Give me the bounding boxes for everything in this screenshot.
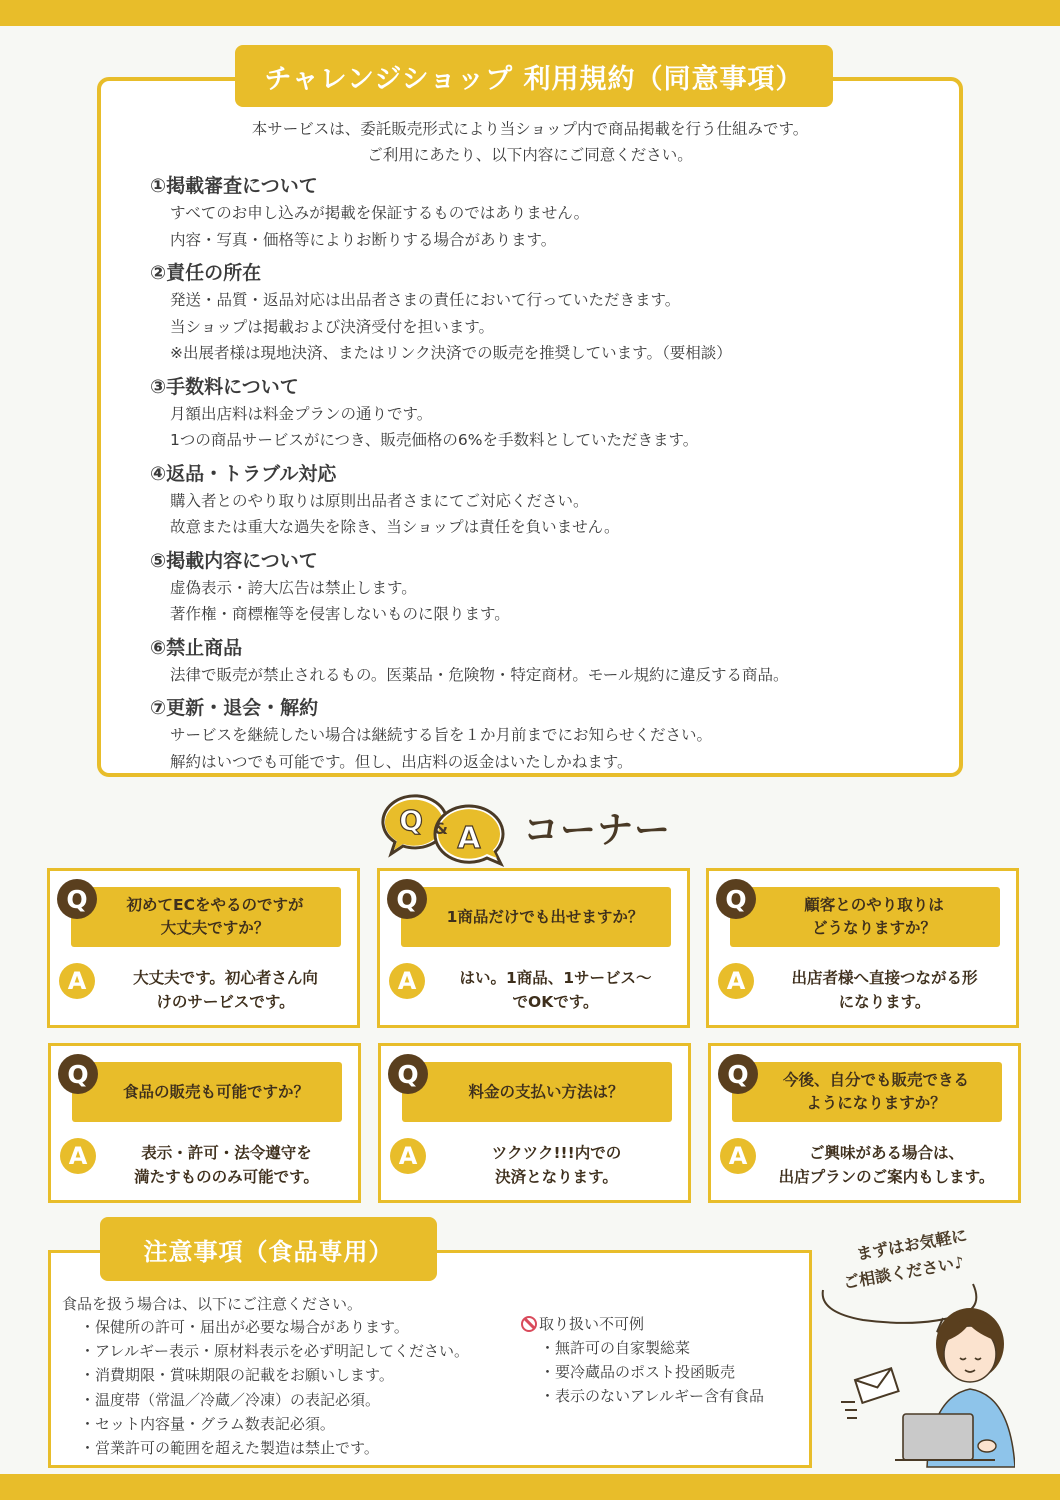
notes-title: 注意事項（食品専用） — [100, 1217, 437, 1281]
answer-text: ツクツク!!!内での 決済となります。 — [491, 1144, 622, 1186]
question-text: 今後、自分でも販売できる ようになりますか？ — [732, 1062, 1002, 1122]
list-item: ・ 保健所の許可・届出が必要な場合があります。 — [80, 1315, 469, 1339]
question-text: 初めてECをやるのですが 大丈夫ですか？ — [71, 887, 341, 947]
notes-intro: 食品を扱う場合は、以下にご注意ください。 — [62, 1295, 363, 1313]
qa-bubbles-icon — [375, 790, 515, 870]
term-heading: ⑦更新・退会・解約 — [150, 697, 319, 719]
list-item: ・ 営業許可の範囲を超えた製造は禁止です。 — [80, 1436, 469, 1460]
consult-line: まずはお気軽に — [855, 1225, 969, 1264]
consult-line: ご相談ください♪ — [841, 1252, 966, 1293]
a-badge: A — [720, 1138, 756, 1174]
q-badge: Q — [388, 1054, 428, 1094]
qa-card — [706, 868, 1019, 1028]
qa-header — [375, 790, 695, 870]
qa-card — [377, 868, 690, 1028]
term-line: 内容・写真・価格等によりお断りする場合があります。 — [170, 230, 557, 249]
list-item: ・ 無許可の自家製総菜 — [540, 1336, 764, 1360]
terms-list — [150, 172, 950, 781]
question-text: 料金の支払い方法は？ — [402, 1062, 672, 1122]
a-badge: A — [59, 963, 95, 999]
term-line: 発送・品質・返品対応は出品者さまの責任において行っていただきます。 — [170, 291, 681, 309]
term-section-review — [150, 172, 950, 253]
list-item: ・ 表示のないアレルギー含有食品 — [540, 1384, 764, 1408]
qa-card — [708, 1043, 1021, 1203]
terms-intro — [97, 116, 963, 168]
term-line: 月額出店料は料金プランの通りです。 — [170, 404, 433, 423]
list-item: ・ セット内容量・グラム数表記必須。 — [80, 1412, 469, 1436]
term-section-fees — [150, 373, 950, 454]
list-item: ・ 消費期限・賞味期限の記載をお願いします。 — [80, 1363, 469, 1387]
qa-card — [378, 1043, 691, 1203]
answer-text: ご興味がある場合は、 出店プランのご案内もします。 — [778, 1144, 995, 1186]
a-badge: A — [60, 1138, 96, 1174]
term-line: 1つの商品サービスがにつき、販売価格の6%を手数料としていただきます。 — [170, 431, 699, 449]
term-line: 法律で販売が禁止されるもの。医薬品・危険物・特定商材。モール規約に違反する商品。 — [170, 665, 789, 684]
terms-title: チャレンジショップ 利用規約（同意事項） — [235, 45, 833, 107]
ng-title-text: 取り扱い不可例 — [539, 1315, 645, 1333]
answer-text: 表示・許可・法令遵守を 満たすもののみ可能です。 — [134, 1144, 319, 1186]
terms-intro-line: ご利用にあたり、以下内容にご同意ください。 — [367, 146, 693, 164]
term-heading: ⑤掲載内容について — [150, 549, 318, 572]
qa-card — [47, 868, 360, 1028]
qa-q-letter: Q — [399, 804, 423, 837]
answer-text: 大丈夫です。初心者さん向 けのサービスです。 — [133, 969, 318, 1011]
question-text: 1商品だけでも出せますか？ — [401, 887, 671, 947]
list-item: ・ アレルギー表示・原材料表示を必ず明記してください。 — [80, 1339, 469, 1363]
q-badge: Q — [716, 879, 756, 919]
term-heading: ⑥禁止商品 — [150, 636, 243, 659]
q-badge: Q — [387, 879, 427, 919]
q-badge: Q — [57, 879, 97, 919]
list-item: ・ 要冷蔵品のポスト投函販売 — [540, 1360, 764, 1384]
term-line: ※出展者様は現地決済、またはリンク決済での販売を推奨しています。（要相談） — [170, 344, 732, 362]
ng-heading — [521, 1312, 644, 1336]
prohibited-icon — [521, 1316, 537, 1332]
qa-card — [48, 1043, 361, 1203]
term-heading: ②責任の所在 — [150, 262, 262, 284]
top-band — [0, 0, 1060, 26]
term-line: サービスを継続したい場合は継続する旨を１か月前までにお知らせください。 — [170, 726, 713, 744]
term-line: 解約はいつでも可能です。但し、出店料の返金はいたしかねます。 — [170, 752, 633, 771]
qa-amp: & — [434, 819, 448, 838]
term-section-prohibited — [150, 634, 950, 689]
ng-list — [540, 1336, 764, 1409]
term-line: 当ショップは掲載および決済受付を担います。 — [170, 317, 494, 336]
term-line: 故意または重大な過失を除き、当ショップは責任を負いません。 — [170, 518, 620, 536]
terms-intro-line: 本サービスは、委託販売形式により当ショップ内で商品掲載を行う仕組みです。 — [251, 120, 809, 138]
q-badge: Q — [718, 1054, 758, 1094]
term-section-responsibility — [150, 259, 950, 367]
a-badge: A — [390, 1138, 426, 1174]
term-line: 著作権・商標権等を侵害しないものに限ります。 — [170, 605, 510, 623]
laptop-icon — [903, 1414, 973, 1460]
qa-a-letter: A — [457, 821, 481, 856]
bottom-band — [0, 1474, 1060, 1500]
term-section-content — [150, 547, 950, 628]
term-line: 購入者とのやり取りは原則出品者さまにてご対応ください。 — [170, 491, 589, 510]
term-line: すべてのお申し込みが掲載を保証するものではありません。 — [170, 204, 590, 222]
question-text: 顧客とのやり取りは どうなりますか？ — [730, 887, 1000, 947]
person-with-laptop-illustration — [815, 1262, 1015, 1472]
list-item: ・ 温度帯（常温／冷蔵／冷凍）の表記必須。 — [80, 1388, 469, 1412]
term-heading: ①掲載審査について — [150, 175, 318, 197]
term-heading: ④返品・トラブル対応 — [150, 462, 337, 485]
term-heading: ③手数料について — [150, 375, 299, 398]
qa-corner-title: コーナー — [523, 810, 672, 851]
motion-lines — [841, 1402, 857, 1418]
a-badge: A — [389, 963, 425, 999]
answer-text: はい。1商品、1サービス〜 でOKです。 — [459, 969, 652, 1011]
question-text: 食品の販売も可能ですか？ — [72, 1062, 342, 1122]
term-section-renewal — [150, 694, 950, 775]
a-badge: A — [718, 963, 754, 999]
term-section-returns — [150, 460, 950, 541]
hand — [978, 1440, 996, 1452]
notes-list — [80, 1315, 469, 1460]
term-line: 虚偽表示・誇大広告は禁止します。 — [170, 578, 417, 597]
envelope-icon — [855, 1368, 899, 1403]
answer-text: 出店者様へ直接つながる形 になります。 — [791, 969, 978, 1011]
q-badge: Q — [58, 1054, 98, 1094]
